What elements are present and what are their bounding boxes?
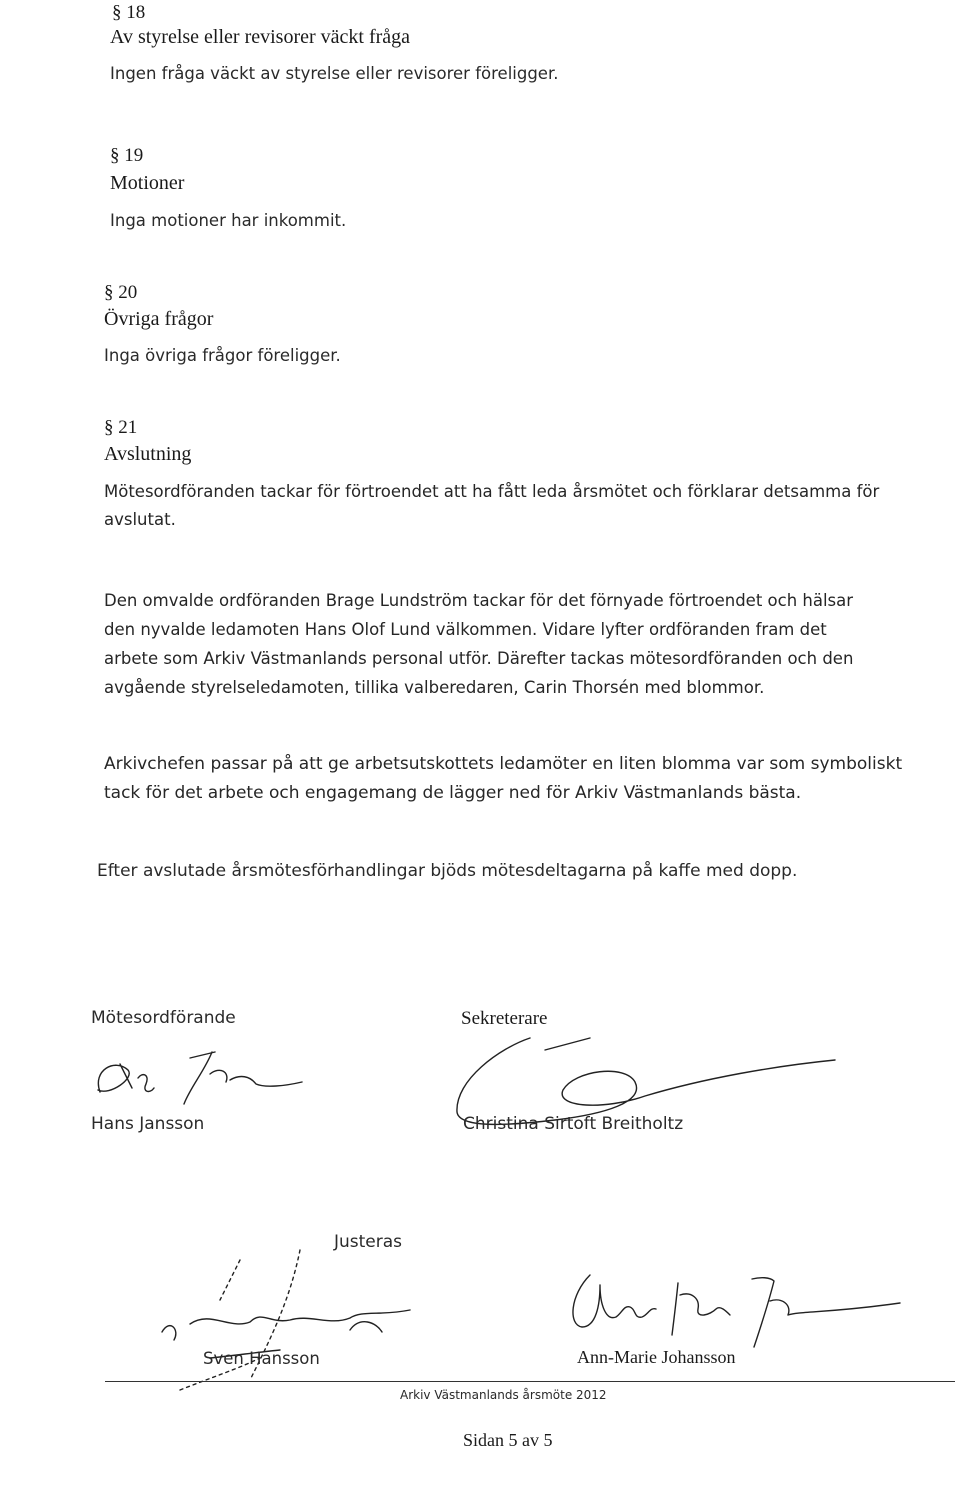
chair-role-label: Mötesordförande xyxy=(91,1008,236,1028)
text-line: Mötesordföranden tackar för förtroendet att ha fått leda årsmötet och förklarar detsamma för xyxy=(104,482,880,501)
adjuster2-signature xyxy=(560,1255,910,1350)
section-21-text xyxy=(104,478,879,534)
text-line: avslutat. xyxy=(104,510,176,529)
footer-document-title: Arkiv Västmanlands årsmöte 2012 xyxy=(400,1388,607,1402)
footer-divider xyxy=(105,1381,955,1382)
text-line: den nyvalde ledamoten Hans Olof Lund välkommen. Vidare lyfter ordföranden fram det xyxy=(104,620,827,639)
text-line: Den omvalde ordföranden Brage Lundström tackar för det förnyade förtroendet och hälsar xyxy=(104,591,854,610)
section-21-number: § 21 xyxy=(104,417,138,438)
adjuster1-signature xyxy=(150,1240,450,1400)
section-19-title: Motioner xyxy=(110,172,185,194)
text-line: arbete som Arkiv Västmanlands personal utför. Därefter tackas mötesordföranden och den xyxy=(104,649,854,668)
section-18-text: Ingen fråga väckt av styrelse eller revisorer föreligger. xyxy=(110,64,559,83)
section-19-number: § 19 xyxy=(110,145,144,166)
footer-page-number: Sidan 5 av 5 xyxy=(463,1430,553,1450)
adjuster2-name: Ann-Marie Johansson xyxy=(577,1347,736,1367)
text-line: avgående styrelseledamoten, tillika valberedaren, Carin Thorsén med blommor. xyxy=(104,678,765,697)
section-18-title: Av styrelse eller revisorer väckt fråga xyxy=(110,26,411,48)
text-line: tack för det arbete och engagemang de lägger ned för Arkiv Västmanlands bästa. xyxy=(104,783,802,803)
section-18-number: § 18 xyxy=(112,2,146,23)
paragraph-archive-chief xyxy=(104,750,902,808)
section-21-title: Avslutning xyxy=(104,443,192,465)
paragraph-chair-thanks xyxy=(104,586,853,702)
adjuster1-name: Sven Hansson xyxy=(203,1349,320,1368)
paragraph-coffee: Efter avslutade årsmötesförhandlingar bjöds mötesdeltagarna på kaffe med dopp. xyxy=(97,861,798,881)
adjusters-label: Justeras xyxy=(334,1232,403,1252)
section-20-number: § 20 xyxy=(104,282,138,303)
secretary-name: Christina Sirtoft Breitholtz xyxy=(463,1114,684,1134)
secretary-role-label: Sekreterare xyxy=(461,1008,548,1029)
chair-signature xyxy=(80,1030,320,1115)
section-20-text: Inga övriga frågor föreligger. xyxy=(104,346,341,365)
section-19-text: Inga motioner har inkommit. xyxy=(110,211,347,230)
section-20-title: Övriga frågor xyxy=(104,308,214,330)
chair-name: Hans Jansson xyxy=(91,1114,205,1134)
text-line: Arkivchefen passar på att ge arbetsutskottets ledamöter en liten blomma var som symboliskt xyxy=(104,754,903,774)
